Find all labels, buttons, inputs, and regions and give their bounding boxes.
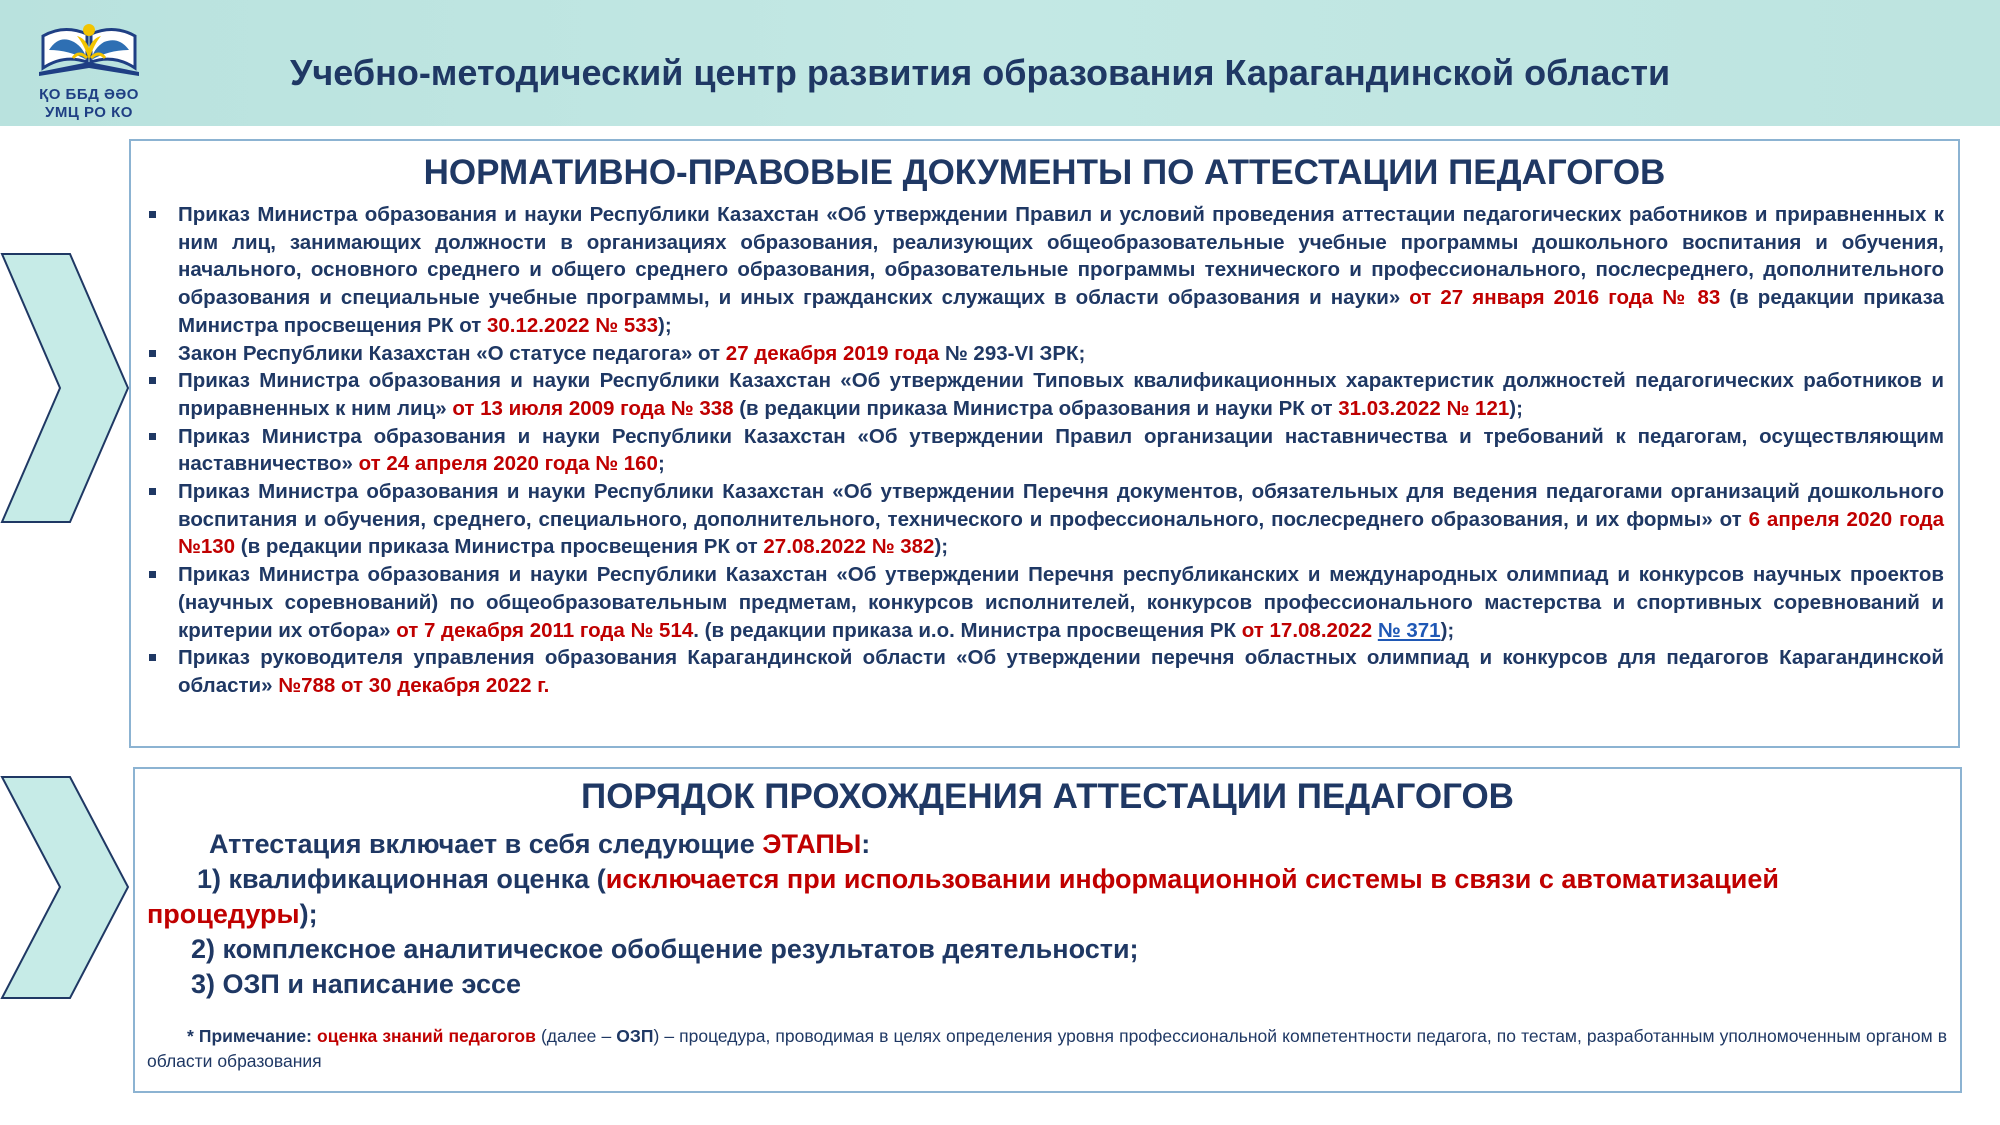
bullet-icon xyxy=(149,350,156,357)
bullet-icon xyxy=(149,377,156,384)
order-371-link[interactable]: № 371 xyxy=(1377,618,1441,642)
header-bar xyxy=(0,0,2000,126)
list-item: Закон Республики Казахстан «О статусе педагога» от 27 декабря 2019 года № 293-VI ЗРК; xyxy=(178,340,1944,368)
list-item: Приказ руководителя управления образования Карагандинской области «Об утверждении перечня областных олимпиад и конкурсов для педагогов Карагандинской области» №788 от 30 декабря 2022 г. xyxy=(178,644,1944,699)
chevron-right-icon xyxy=(0,775,130,1000)
regulatory-documents-section xyxy=(129,139,1960,748)
stage-1: 1) квалификационная оценка (исключается при использовании информационной системы в связи с автоматизацией процедуры); xyxy=(147,864,1779,929)
page-title: Учебно-методический центр развития образования Карагандинской области xyxy=(290,52,1671,93)
logo xyxy=(24,14,154,124)
stages-text xyxy=(135,817,1960,1002)
section-title: НОРМАТИВНО-ПРАВОВЫЕ ДОКУМЕНТЫ ПО АТТЕСТАЦИИ ПЕДАГОГОВ xyxy=(423,153,1666,192)
bullet-icon xyxy=(149,211,156,218)
list-item: Приказ Министра образования и науки Республики Казахстан «Об утверждении Правил и условий проведения аттестации педагогических работников и приравненных к ним лиц, занимающих должности в организациях образования, реализующих общеобразовательные учебные программы дошкольного воспитания и обучения, начального, основного среднего и общего среднего образования, образовательные программы технического и профессионального, послесреднего, дополнительного образования и специальные учебные программы, и иных гражданских служащих в области образования и науки» от 27 января 2016 года № 83 (в редакции приказа Министра просвещения РК от 30.12.2022 № 533); xyxy=(178,201,1944,340)
documents-list xyxy=(131,201,1958,700)
bullet-icon xyxy=(149,571,156,578)
list-item: Приказ Министра образования и науки Республики Казахстан «Об утверждении Типовых квалификационных характеристик должностей педагогических работников и приравненных к ним лиц» от 13 июля 2009 года № 338 (в редакции приказа Министра образования и науки РК от 31.03.2022 № 121); xyxy=(178,367,1944,422)
stage-2: 2) комплексное аналитическое обобщение результатов деятельности; xyxy=(191,934,1139,964)
section-title: ПОРЯДОК ПРОХОЖДЕНИЯ АТТЕСТАЦИИ ПЕДАГОГОВ xyxy=(581,777,1514,816)
bullet-icon xyxy=(149,433,156,440)
logo-text-kz: ҚО ББД ӘӘО xyxy=(39,86,139,103)
logo-text-ru: УМЦ РО КО xyxy=(45,104,133,121)
list-item: Приказ Министра образования и науки Республики Казахстан «Об утверждении Правил организации наставничества и требований к педагогам, осуществляющим наставничество» от 24 апреля 2020 года № 160; xyxy=(178,423,1944,478)
chevron-right-icon xyxy=(0,252,130,524)
book-logo-icon xyxy=(29,14,149,86)
footnote: * Примечание: оценка знаний педагогов (далее – ОЗП) – процедура, проводимая в целях определения уровня профессиональной компетентности педагога, по тестам, разработанным уполномоченным органом в области образования xyxy=(147,1026,1947,1071)
list-item: Приказ Министра образования и науки Республики Казахстан «Об утверждении Перечня документов, обязательных для ведения педагогами организаций дошкольного воспитания и обучения, среднего, специального, дополнительного, технического и профессионального, послесреднего образования, и их формы» от 6 апреля 2020 года №130 (в редакции приказа Министра просвещения РК от 27.08.2022 № 382); xyxy=(178,478,1944,561)
list-item: Приказ Министра образования и науки Республики Казахстан «Об утверждении Перечня республиканских и международных олимпиад и конкурсов научных проектов (научных соревнований) по общеобразовательным предметам, конкурсов исполнителей, конкурсов профессионального мастерства и спортивных соревнований и критерии их отбора» от 7 декабря 2011 года № 514. (в редакции приказа и.о. Министра просвещения РК от 17.08.2022 № 371); xyxy=(178,561,1944,644)
stage-3: 3) ОЗП и написание эссе xyxy=(191,969,522,999)
attestation-procedure-section xyxy=(133,767,1962,1093)
stages-intro: Аттестация включает в себя следующие ЭТАПЫ: xyxy=(209,829,871,859)
bullet-icon xyxy=(149,488,156,495)
bullet-icon xyxy=(149,654,156,661)
